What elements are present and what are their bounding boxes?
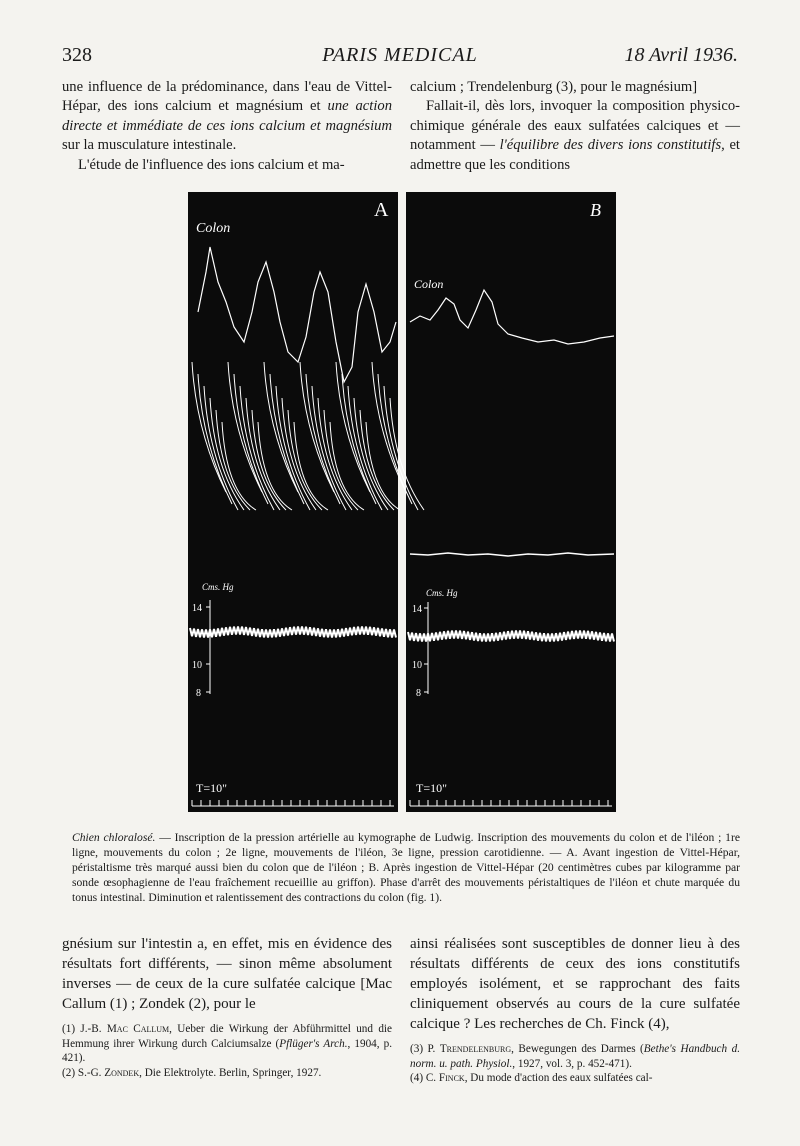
footnote-2: (2) S.-G. Zondek, Die Elektrolyte. Berlin, Springer, 1927.	[62, 1066, 322, 1079]
bottom-right-column	[410, 934, 740, 1086]
footnote-3: (3) P. Trendelenburg, Bewegungen des Darmes (Bethe's Handbuch d. norm. u. path. Physiol., 1927, vol. 3, p. 452-471).	[410, 1043, 741, 1070]
caption-lead: Chien chloralosé.	[72, 831, 156, 844]
ileum-trace-b	[410, 553, 614, 556]
page-number: 328	[62, 44, 92, 66]
bottom-left-column	[62, 934, 392, 1080]
journal-title: PARIS MEDICAL	[322, 44, 478, 66]
pressure-unit-a: Cms. Hg	[202, 582, 234, 592]
paragraph: L'étude de l'influence des ions calcium et ma-	[78, 156, 345, 173]
top-left-column	[62, 78, 392, 175]
paragraph: gnésium sur l'intestin a, en effet, mis en évidence des résultats fort différents, — sinon même absolument inverses — de ceux de la cure sulfatée calcique [Mac Callum (1) ; Zondek (2), pour le	[62, 936, 392, 1012]
tick-10-a: 10	[192, 660, 202, 671]
tick-8-a: 8	[196, 688, 201, 699]
issue-date: 18 Avril 1936.	[624, 44, 738, 66]
colon-trace-a	[198, 247, 396, 382]
footnotes-left	[62, 1022, 392, 1080]
footnote-1: (1) J.-B. Mac Callum, Ueber die Wirkung der Abführmittel und die Hemmung ihrer Wirkung durch Calciumsalze (Pflüger's Arch., 1904, p. 421).	[62, 1023, 393, 1064]
colon-label-a: Colon	[196, 221, 231, 236]
tick-10-b: 10	[412, 660, 422, 671]
caption-text: — Inscription de la pression artérielle au kymographe de Ludwig. Inscription des mouvements du colon et de l'iléon ; 1re ligne, mouvements du colon ; 2e ligne, mouvements de l'iléon, 3e ligne, pression carotidienne. — A. Avant ingestion de Vittel-Hépar, péristaltisme très marqué aussi bien du colon que de l'iléon ; B. Après ingestion de Vittel-Hépar (20 centimètres cubes par kilogramme par sonde œsophagienne de l'eau fraîchement recueillie au griffon). Phase d'arrêt des mouvements péristaltiques de l'iléon et chute marquée du tonus intestinal. Diminution et ralentissement des contractions du colon (fig. 1).	[72, 831, 740, 904]
colon-label-b: Colon	[414, 277, 444, 291]
top-right-column	[410, 78, 740, 175]
colon-trace-b	[410, 290, 614, 344]
kymograph-figure	[188, 192, 620, 824]
kymograph-traces	[188, 192, 620, 824]
paragraph: ainsi réalisées sont susceptibles de donner lieu à des résultats différents de ceux des ions constitutifs employés isolément, et se rapprochant des faits cliniquement observés au cours de la cure sulfatée calcique ? Les recherches de Ch. Finck (4),	[410, 936, 740, 1032]
panel-b-letter: B	[590, 200, 601, 220]
time-label-b: T=10"	[416, 781, 447, 795]
paragraph: Fallait-il, dès lors, invoquer la composition physico-chimique générale des eaux sulfatées calciques et — notamment — l'équilibre des divers ions constitutifs, et admettre que les conditions	[410, 98, 740, 173]
panel-a-letter: A	[374, 199, 389, 221]
pressure-trace-a	[190, 627, 396, 638]
page-header	[62, 44, 738, 74]
time-marks-b	[410, 800, 612, 806]
footnotes-right	[410, 1042, 740, 1086]
paragraph: calcium ; Trendelenburg (3), pour le magnésium]	[410, 79, 698, 95]
ileum-trace-a	[192, 362, 424, 510]
tick-8-b: 8	[416, 688, 421, 699]
pressure-trace-b	[408, 631, 614, 642]
tick-14-b: 14	[412, 604, 422, 615]
time-label-a: T=10"	[196, 781, 227, 795]
tick-14-a: 14	[192, 603, 202, 614]
time-marks-a	[192, 800, 394, 806]
pressure-unit-b: Cms. Hg	[426, 588, 458, 598]
figure-caption	[72, 830, 740, 905]
footnote-4: (4) C. Finck, Du mode d'action des eaux sulfatées cal-	[410, 1072, 653, 1084]
paragraph: une influence de la prédominance, dans l'eau de Vittel-Hépar, des ions calcium et magnésium et une action directe et immédiate de ces ions calcium et magnésium sur la musculature intestinale.	[62, 79, 392, 154]
